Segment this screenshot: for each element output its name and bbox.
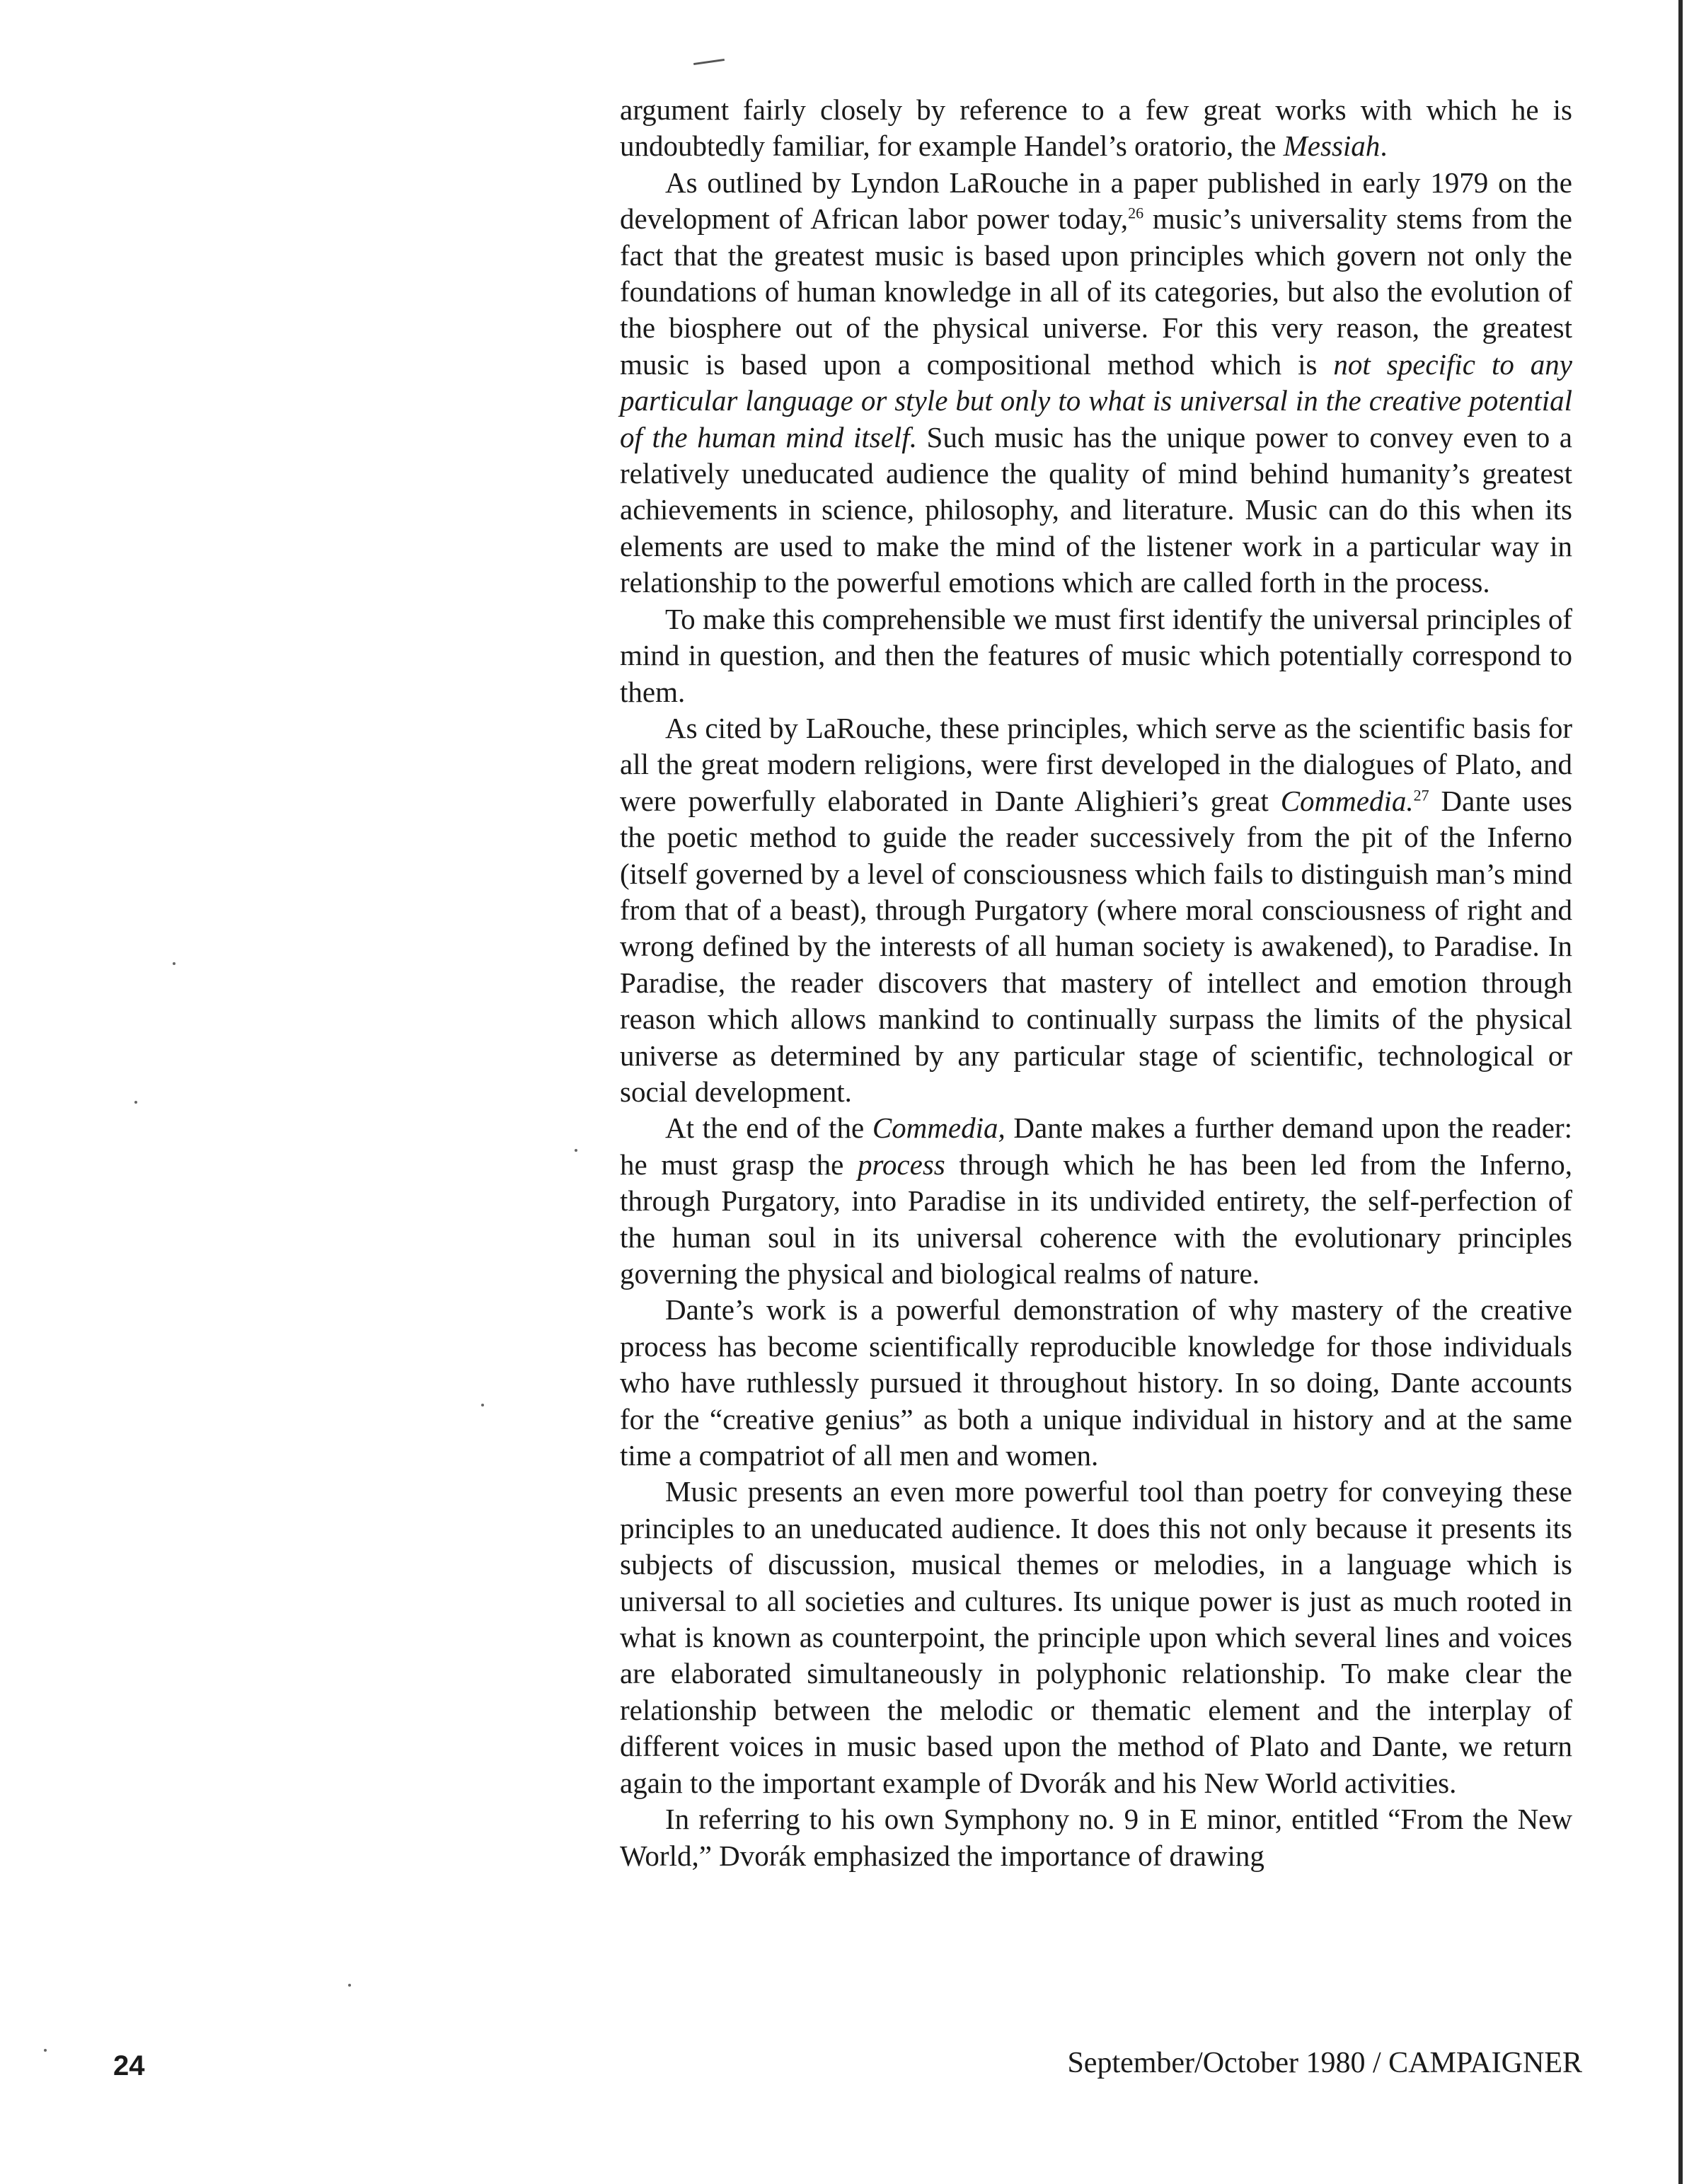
body-paragraph — [620, 1474, 1572, 1801]
body-paragraph — [620, 1801, 1572, 1874]
italic-text: Commedia. — [1280, 784, 1414, 817]
paragraph-text: At the end of the — [665, 1111, 872, 1145]
paragraph-text: To make this comprehensible we must first identify the universal principles of mind in question, and then the features of music which potentially correspond to them. — [620, 602, 1572, 708]
body-paragraph — [620, 165, 1572, 601]
footnote-ref: 26 — [1128, 204, 1144, 222]
italic-text: process — [858, 1148, 945, 1181]
scan-mark — [693, 59, 725, 65]
body-paragraph — [620, 1110, 1572, 1292]
paragraph-text: Dante uses the poetic method to guide the reader successively from the pit of the Inferno (itself governed by a level of consciousness which fails to distinguish man’s mind from that of a beast), through Purgatory (where moral consciousness of right and wrong defined by the interests of all human society is awakened), to Paradise. In Paradise, the reader discovers that mastery of intellect and emotion through reason which allows mankind to continually surpass the limits of the physical universe as determined by any particular stage of scientific, technological or social development. — [620, 784, 1572, 1108]
paragraph-text: argument fairly closely by reference to a few great works with which he is undoubtedly familiar, for example Handel’s oratorio, the — [620, 93, 1572, 163]
scan-speck — [348, 1984, 351, 1987]
body-paragraph — [620, 710, 1572, 1110]
footnote-ref: 27 — [1413, 786, 1429, 804]
scan-speck — [481, 1404, 484, 1406]
page-number: 24 — [113, 2050, 145, 2081]
scan-speck — [173, 962, 175, 965]
paragraph-text: As cited by LaRouche, these principles, which serve as the scientific basis for all the great modern religions, were first developed in the dialogues of Plato, and were powerfully elaborated in Dante Alighieri’s great — [620, 711, 1572, 817]
scan-speck — [575, 1149, 577, 1152]
body-paragraph — [620, 601, 1572, 710]
article-body — [620, 92, 1572, 1874]
italic-text: Messiah — [1283, 129, 1381, 163]
page-edge-rule — [1678, 0, 1683, 2184]
paragraph-text: through which he has been led from the Inferno, through Purgatory, into Paradise in its undivided entirety, the self-perfection of the human soul in its universal coherence with the evolutionary principles governing the physical and biological realms of nature. — [620, 1148, 1572, 1290]
paragraph-text: As outlined by Lyndon LaRouche in a paper published in early 1979 on the development of African labor power today, — [620, 166, 1572, 236]
paragraph-text: Dante’s work is a powerful demonstration of why mastery of the creative process has become scientifically reproducible knowledge for those individuals who have ruthlessly pursued it throughout history. In so doing, Dante accounts for the “creative genius” as both a unique individual in history and at the same time a compatriot of all men and women. — [620, 1293, 1572, 1472]
issue-footer: September/October 1980 / CAMPAIGNER — [1067, 2047, 1582, 2079]
italic-text: not specific to any particular language or style but only to what is universal in the creative potential of the human mind itself. — [620, 347, 1572, 453]
body-paragraph — [620, 92, 1572, 165]
paragraph-text: Such music has the unique power to convey even to a relatively uneducated audience the quality of mind behind humanity’s greatest achievements in science, philosophy, and literature. Music can do this when its elements are used to make the mind of the listener work in a particular way in relationship to the powerful emotions which are called forth in the process. — [620, 420, 1573, 599]
scan-speck — [44, 2049, 47, 2052]
paragraph-text: Dante makes a further demand upon the reader: he must grasp the — [620, 1111, 1573, 1181]
italic-text: Commedia, — [872, 1111, 1006, 1145]
paragraph-text: In referring to his own Symphony no. 9 in E minor, entitled “From the New World,” Dvorák emphasized the importance of drawing — [620, 1803, 1572, 1872]
paragraph-text: music’s universality stems from the fact that the greatest music is based upon principles which govern not only the foundations of human knowledge in all of its categories, but also the evolution of the biosphere out of the physical universe. For this very reason, the greatest music is based upon a compositional method which is — [620, 202, 1572, 381]
paragraph-text: Music presents an even more powerful tool than poetry for conveying these principles to an uneducated audience. It does this not only because it presents its subjects of discussion, musical themes or melodies, in a language which is universal to all societies and cultures. Its unique power is just as much rooted in what is known as counterpoint, the principle upon which several lines and voices are elaborated simultaneously in polyphonic relationship. To make clear the relationship between the melodic or thematic element and the interplay of different voices in music based upon the method of Plato and Dante, we return again to the important example of Dvorák and his New World activities. — [620, 1475, 1572, 1799]
paragraph-text: . — [1380, 129, 1388, 163]
body-paragraph — [620, 1292, 1572, 1474]
scan-speck — [134, 1101, 137, 1104]
